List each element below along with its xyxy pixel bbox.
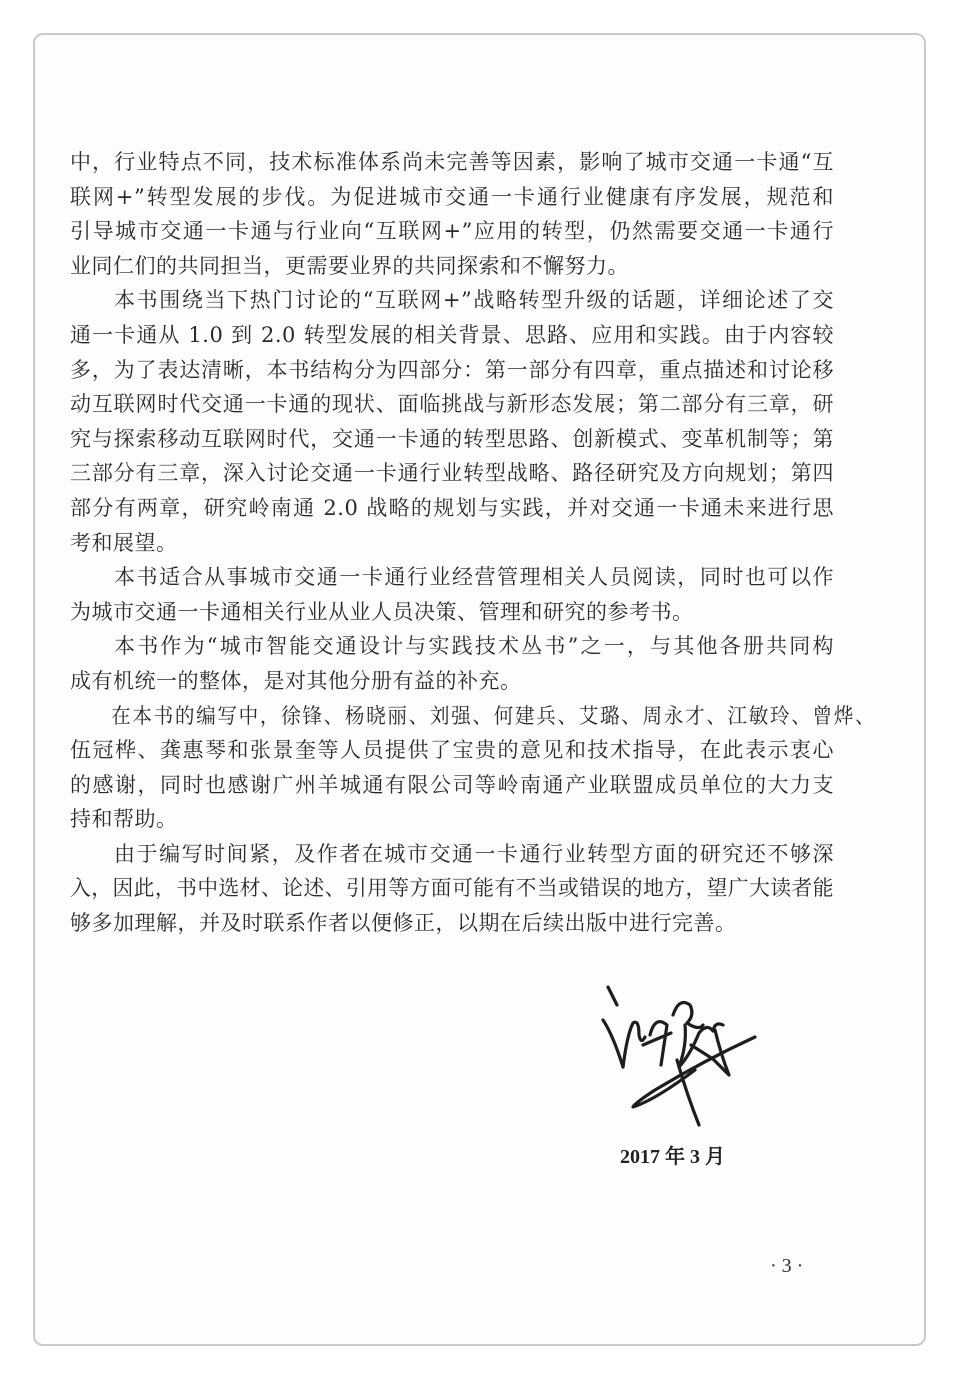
text-line: 为城市交通一卡通相关行业从业人员决策、管理和研究的参考书。: [70, 599, 694, 624]
text-line: 考和展望。: [70, 530, 178, 555]
text-line: 动互联网时代交通一卡通的现状、面临挑战与新形态发展；第二部分有三章，研: [70, 392, 834, 417]
text-line: 究与探索移动互联网时代，交通一卡通的转型思路、创新模式、变革机制等；第: [70, 426, 834, 451]
paragraph: [70, 560, 834, 629]
text-line: 够多加理解，并及时联系作者以便修正，以期在后续出版中进行完善。: [70, 911, 737, 936]
text-line: 本书作为“城市智能交通设计与实践技术丛书”之一，与其他各册共同构: [114, 634, 834, 659]
date: 2017 年 3 月: [620, 1146, 725, 1168]
text-line: 通一卡通从 1.0 到 2.0 转型发展的相关背景、思路、应用和实践。由于内容较: [70, 322, 834, 347]
text-line: 本书围绕当下热门讨论的“互联网+”战略转型升级的话题，详细论述了交: [114, 288, 834, 313]
text-line: 部分有两章，研究岭南通 2.0 战略的规划与实践，并对交通一卡通未来进行思: [70, 495, 834, 520]
paragraph: [70, 145, 834, 283]
paragraph: [70, 629, 834, 698]
text-line: 的感谢，同时也感谢广州羊城通有限公司等岭南通产业联盟成员单位的大力支: [70, 772, 834, 797]
paragraph: [70, 699, 876, 837]
text-line: 引导城市交通一卡通与行业向“互联网+”应用的转型，仍然需要交通一卡通行: [70, 219, 834, 244]
page-number: · 3 ·: [770, 1255, 804, 1277]
text-line: 本书适合从事城市交通一卡通行业经营管理相关人员阅读，同时也可以作: [114, 565, 834, 590]
text-line: 多，为了表达清晰，本书结构分为四部分：第一部分有四章，重点描述和讨论移: [70, 357, 834, 382]
text-line: 成有机统一的整体，是对其他分册有益的补充。: [70, 668, 522, 693]
text-line: 中，行业特点不同，技术标准体系尚未完善等因素，影响了城市交通一卡通“互: [70, 150, 834, 174]
text-line: 三部分有三章，深入讨论交通一卡通行业转型战略、路径研究及方向规划；第四: [70, 461, 834, 486]
text-line: 入，因此，书中选材、论述、引用等方面可能有不当或错误的地方，望广大读者能: [70, 876, 834, 901]
preface-body: [70, 145, 876, 941]
paragraph: [70, 283, 834, 560]
text-line: 联网+”转型发展的步伐。为促进城市交通一卡通行业健康有序发展，规范和: [70, 184, 834, 209]
text-line: 伍冠桦、龚惠琴和张景奎等人员提供了宝贵的意见和技术指导，在此表示衷心: [70, 738, 834, 763]
text-line: 在本书的编写中，徐锋、杨晓丽、刘强、何建兵、艾璐、周永才、江敏玲、曾烨、: [111, 703, 876, 728]
text-line: 业同仁们的共同担当，更需要业界的共同探索和不懈努力。: [70, 253, 629, 278]
text-line: 持和帮助。: [70, 807, 178, 832]
text-line: 由于编写时间紧，及作者在城市交通一卡通行业转型方面的研究还不够深: [114, 841, 834, 866]
paragraph: [70, 837, 834, 941]
signature-icon: [595, 975, 775, 1135]
